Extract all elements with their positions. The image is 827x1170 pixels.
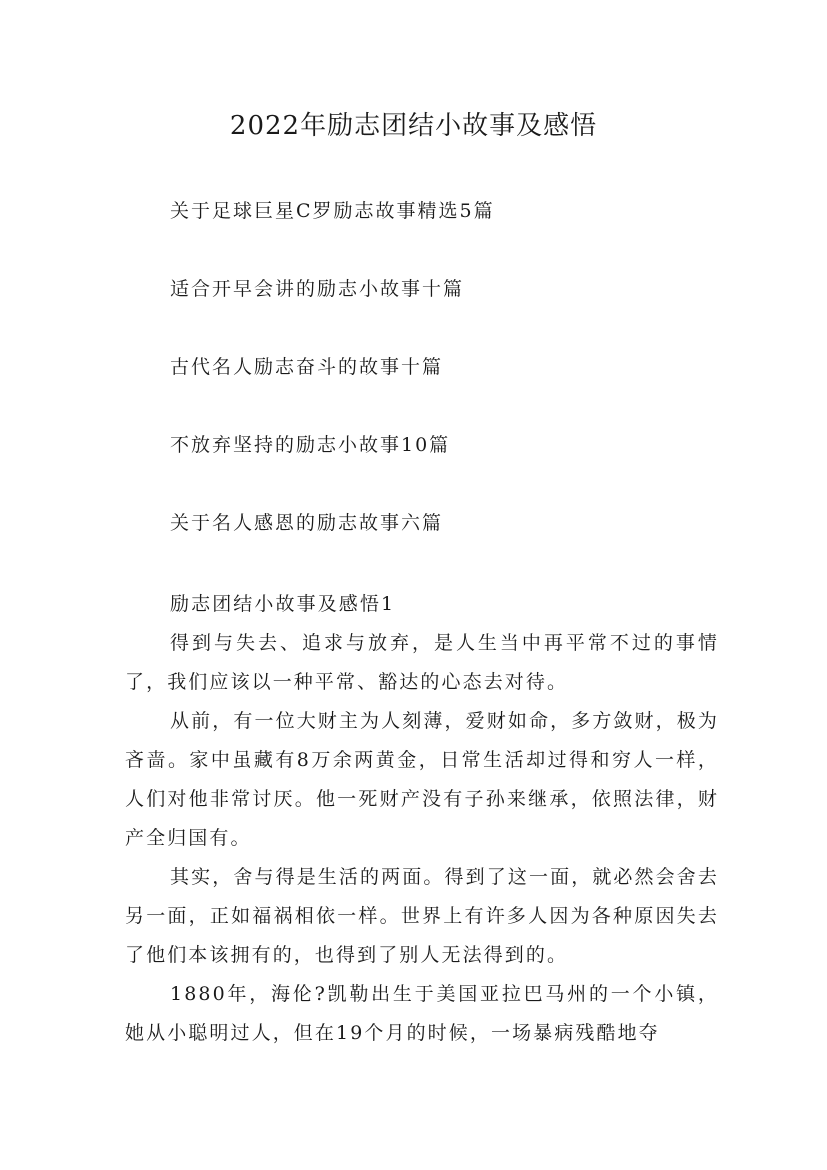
section-heading: 励志团结小故事及感悟1 [170, 593, 396, 615]
document-title: 2022年励志团结小故事及感悟 [229, 111, 598, 141]
story-paragraph: 从前，有一位大财主为人刻薄，爱财如命，多方敛财，极为吝啬。家中虽藏有8万余两黄金，日常生活却过得和穷人一样，人们对他非常讨厌。他一死财产没有子孙来继承，依照法律，财产全归国有。 [125, 710, 719, 849]
related-link-item[interactable]: 关于名人感恩的励志故事六篇 [170, 512, 444, 534]
related-link-item[interactable]: 适合开早会讲的励志小故事十篇 [170, 278, 465, 300]
related-link-item[interactable]: 古代名人励志奋斗的故事十篇 [170, 356, 444, 378]
related-link-item[interactable]: 不放弃坚持的励志小故事10篇 [170, 434, 451, 456]
story-paragraph: 其实，舍与得是生活的两面。得到了这一面，就必然会舍去另一面，正如福祸相依一样。世界上有许多人因为各种原因失去了他们本该拥有的，也得到了别人无法得到的。 [125, 866, 719, 966]
related-links-list [170, 198, 770, 588]
story-paragraph: 得到与失去、追求与放弃，是人生当中再平常不过的事情了，我们应该以一种平常、豁达的心态去对待。 [125, 632, 719, 693]
story-body [125, 585, 719, 1053]
related-link-item[interactable]: 关于足球巨星C罗励志故事精选5篇 [170, 200, 495, 222]
story-paragraph: 1880年，海伦?凯勒出生于美国亚拉巴马州的一个小镇，她从小聪明过人，但在19个月的时候，一场暴病残酷地夺 [125, 983, 719, 1044]
